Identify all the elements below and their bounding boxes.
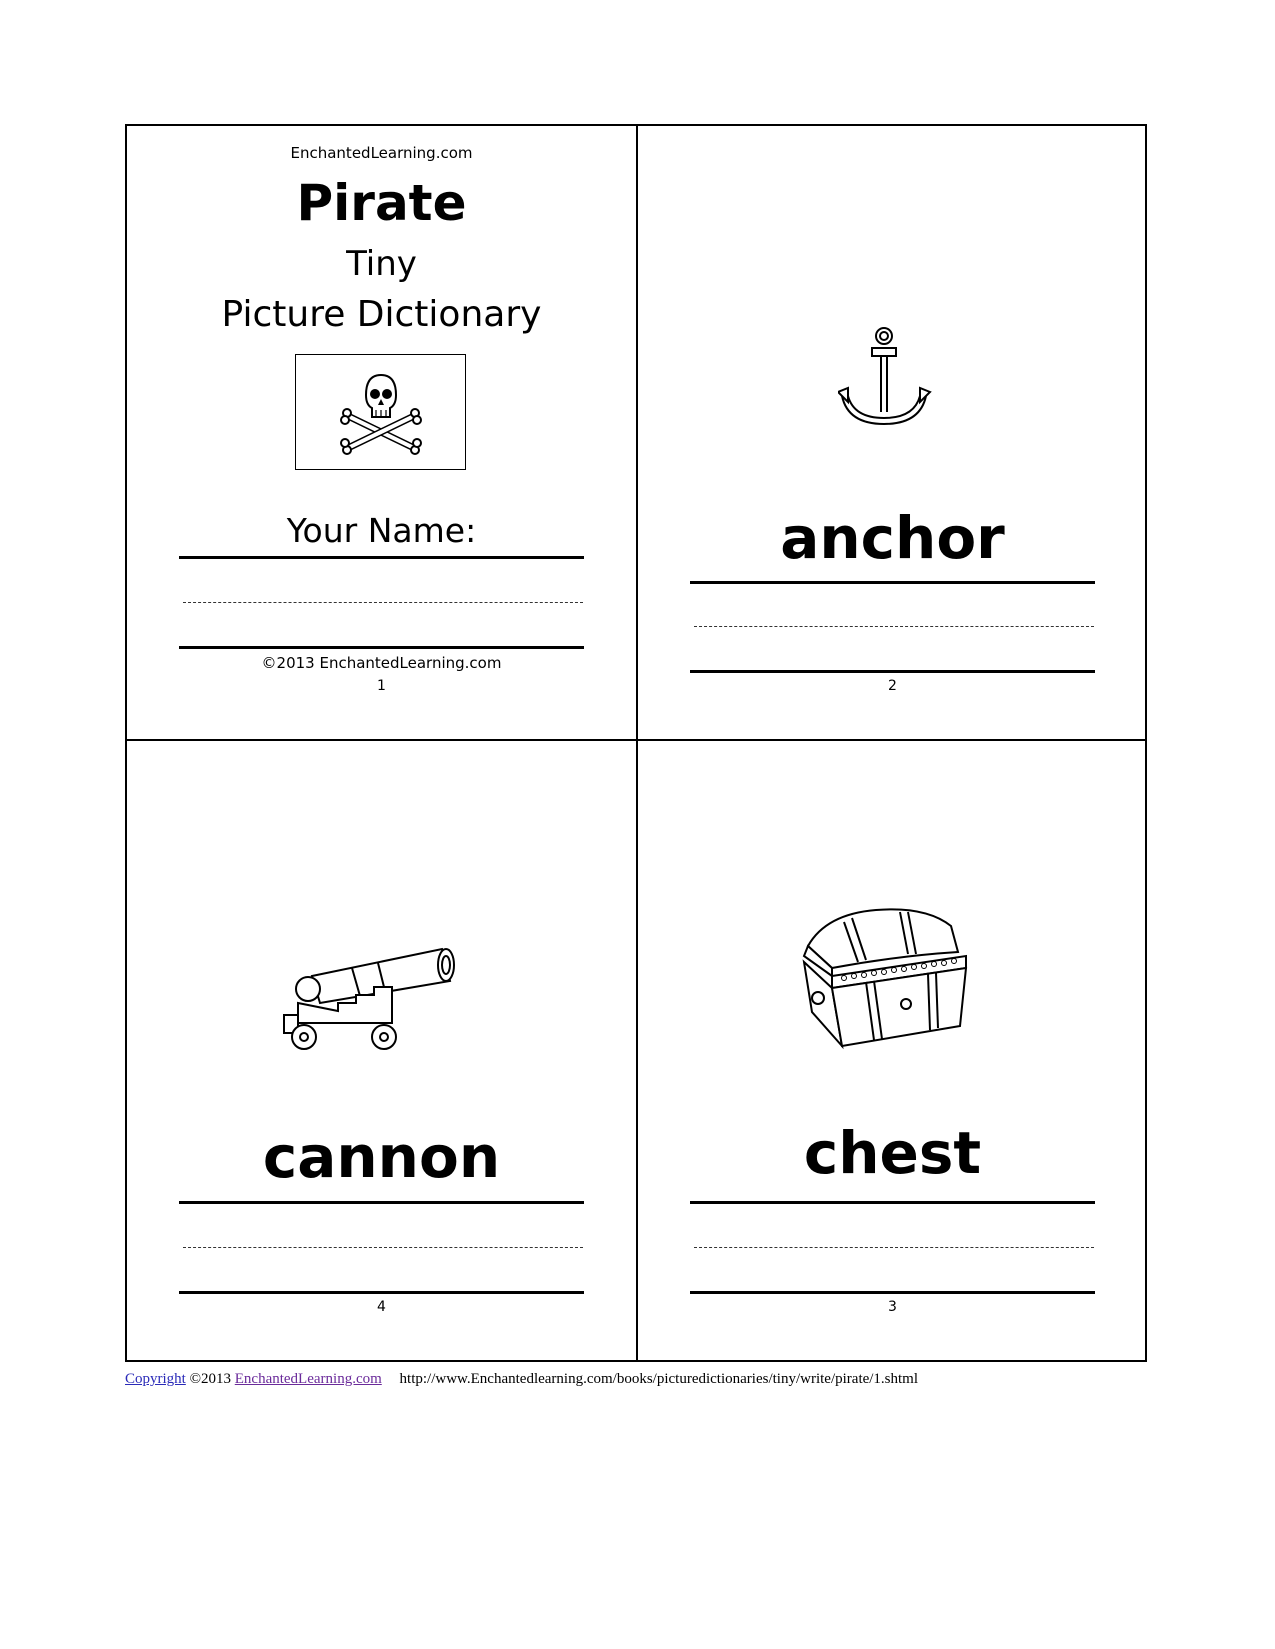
writing-line-bottom	[690, 670, 1095, 673]
writing-line-dashed	[694, 1247, 1094, 1248]
cover-copyright: ©2013 EnchantedLearning.com	[261, 654, 502, 672]
name-line-dashed	[183, 602, 583, 603]
cover-site-name: EnchantedLearning.com	[290, 144, 473, 162]
page-number: 3	[888, 1299, 897, 1315]
writing-line-top	[690, 1201, 1095, 1204]
page-number: 2	[888, 678, 897, 694]
word-label: anchor	[780, 504, 1005, 572]
copyright-link[interactable]: Copyright	[125, 1371, 186, 1387]
your-name-label: Your Name:	[286, 511, 477, 550]
cover-title: Pirate	[296, 174, 467, 232]
writing-line-bottom	[690, 1291, 1095, 1294]
cover-subtitle-tiny: Tiny	[346, 244, 417, 284]
name-line-bottom	[179, 646, 584, 649]
page-number: 4	[377, 1299, 386, 1315]
booklet-sheet	[125, 124, 1147, 1362]
page-footer	[125, 1371, 918, 1388]
footer-year: ©2013	[189, 1371, 231, 1387]
writing-line-top	[690, 581, 1095, 584]
page-url: http://www.Enchantedlearning.com/books/picturedictionaries/tiny/write/pirate/1.shtml	[399, 1371, 919, 1387]
site-link[interactable]: EnchantedLearning.com	[234, 1371, 382, 1387]
cover-subtitle-dictionary: Picture Dictionary	[221, 294, 542, 335]
chest-panel	[638, 741, 1147, 1360]
name-line-top	[179, 556, 584, 559]
writing-line-dashed	[694, 626, 1094, 627]
cannon-panel	[127, 741, 636, 1360]
word-label: chest	[803, 1119, 982, 1187]
pirate-flag-icon	[295, 354, 466, 470]
cannon-icon	[282, 941, 472, 1060]
page-number: 1	[377, 678, 386, 694]
cover-panel	[127, 126, 636, 739]
anchor-panel	[638, 126, 1147, 739]
writing-line-top	[179, 1201, 584, 1204]
writing-line-bottom	[179, 1291, 584, 1294]
word-label: cannon	[262, 1123, 501, 1191]
treasure-chest-icon	[796, 906, 976, 1060]
writing-line-dashed	[183, 1247, 583, 1248]
anchor-icon	[838, 326, 934, 434]
